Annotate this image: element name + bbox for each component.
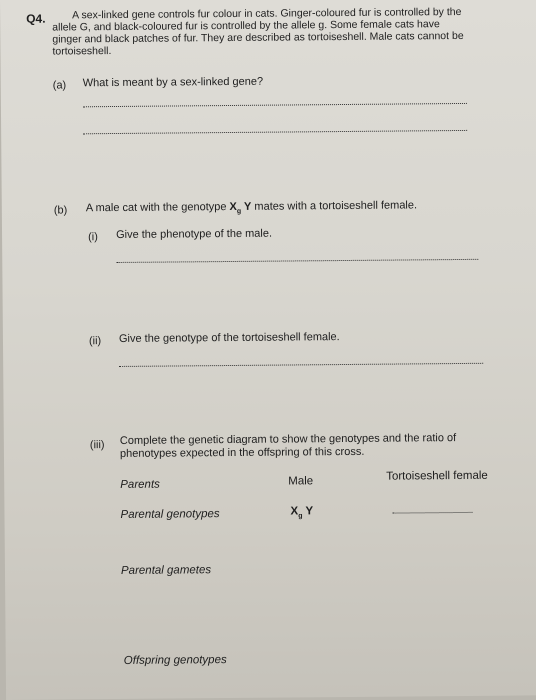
part-b-genotype-sub: g (236, 208, 242, 216)
part-b-text-pre: A male cat with the genotype (85, 201, 230, 215)
part-b-genotype-y: Y (241, 200, 252, 213)
intro-line-3: ginger and black patches of fur. They are described as tortoiseshell. Male cats cannot be (52, 29, 464, 46)
part-b-iii-line-2: phenotypes expected in the offspring of this cross. (119, 445, 365, 460)
part-b-iii-question (120, 432, 457, 461)
offspring-genotypes-label: Offspring genotypes (123, 654, 227, 667)
male-genotype-x: X (290, 505, 299, 518)
part-b-iii-line-1: Complete the genetic diagram to show the genotypes and the ratio of (119, 432, 457, 447)
part-b-i-label: (i) (88, 231, 98, 244)
male-genotype-y: Y (302, 505, 314, 518)
answer-line-b-ii[interactable] (119, 363, 483, 367)
part-b-genotype-x: X (229, 200, 237, 214)
male-genotype (290, 505, 313, 519)
question-number: Q4. (26, 11, 46, 26)
parental-genotypes-label: Parental genotypes (120, 508, 220, 521)
intro-line-4: tortoiseshell. (52, 45, 112, 58)
part-b-i-question: Give the phenotype of the male. (116, 227, 273, 241)
female-label: Tortoiseshell female (386, 469, 488, 483)
parental-gametes-label: Parental gametes (120, 564, 212, 577)
intro-line-1: A sex-linked gene controls fur colour in cats. Ginger-coloured fur is controlled by the (72, 5, 462, 22)
part-b-text-post: mates with a tortoiseshell female. (251, 199, 418, 213)
part-b-iii-label: (iii) (89, 439, 105, 452)
female-genotype-answer-line[interactable] (392, 512, 472, 514)
intro-line-2: allele G, and black-coloured fur is controlled by the allele g. Some female cats have (52, 18, 440, 34)
parents-label: Parents (120, 478, 160, 491)
male-label: Male (288, 475, 314, 488)
question-intro (52, 6, 464, 58)
answer-line-a-2[interactable] (83, 130, 467, 134)
answer-line-b-i[interactable] (116, 259, 478, 263)
part-a-label: (a) (52, 79, 67, 92)
part-b-ii-question: Give the genotype of the tortoiseshell female. (118, 331, 340, 345)
part-b-ii-label: (ii) (88, 335, 102, 348)
male-genotype-sub: g (298, 512, 303, 520)
part-b-question (86, 199, 417, 216)
part-a-question: What is meant by a sex-linked gene? (82, 75, 264, 90)
answer-line-a-1[interactable] (83, 103, 467, 107)
part-b-label: (b) (53, 204, 68, 217)
